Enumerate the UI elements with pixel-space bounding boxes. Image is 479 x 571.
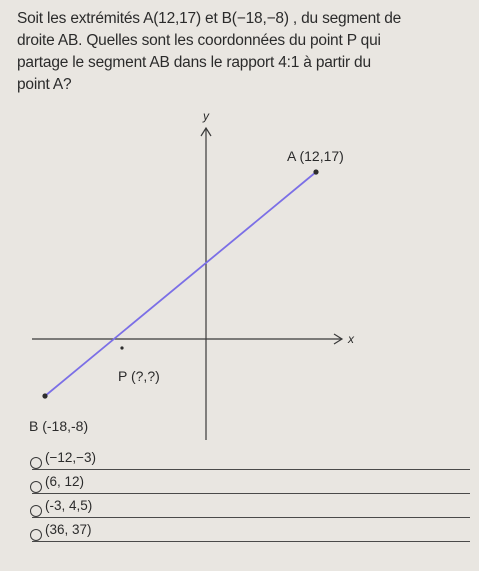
answer-option[interactable] [30,495,470,519]
point-a [313,169,318,174]
answer-option[interactable] [30,471,470,495]
option-label: (36, 37) [45,521,92,537]
answer-option[interactable] [30,519,470,543]
y-axis-label: y [203,109,209,123]
radio-button-icon[interactable] [30,529,42,541]
question-line: point A? [17,76,72,93]
option-divider [32,493,470,494]
question-line: Soit les extrémités A(12,17) et B(−18,−8) , du segment de [17,10,402,27]
option-label: (6, 12) [45,473,85,489]
option-divider [32,517,470,518]
radio-button-icon[interactable] [30,457,42,469]
point-b-label: B (-18,-8) [29,418,89,434]
point-p [120,346,123,349]
point-b [42,393,47,398]
radio-button-icon[interactable] [30,505,42,517]
point-p-label: P (?,?) [118,368,160,384]
option-divider [32,541,470,542]
answer-option[interactable] [30,447,470,471]
question-line: droite AB. Quelles sont les coordonnées du point P qui [17,32,381,49]
option-divider [32,469,470,470]
question-line: partage le segment AB dans le rapport 4:1 à partir du [17,54,371,71]
option-label: (-3, 4,5) [45,497,93,513]
segment-ab [45,172,316,396]
answer-options [30,447,470,543]
option-label: (−12,−3) [45,449,97,465]
x-axis-label: x [348,332,354,346]
point-a-label: A (12,17) [287,148,344,164]
radio-button-icon[interactable] [30,481,42,493]
